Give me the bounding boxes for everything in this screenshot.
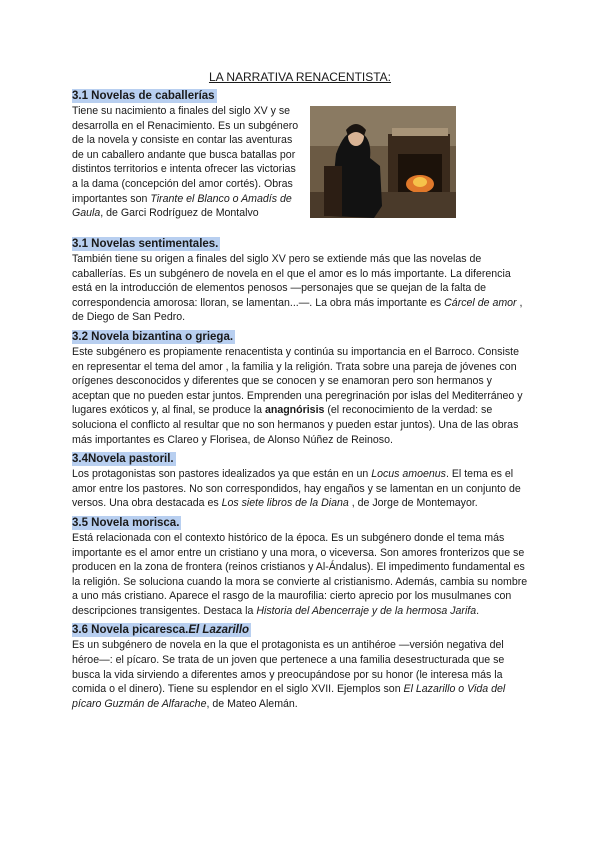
section-body: Este subgénero es propiamente renacentista y continúa su importancia en el Barroco. Consiste en representar el tema del amor , la familia y la religión. Trata sobre una pareja de jóvenes con orígenes desconocidos y diferentes que se conocen y se enamoran pero son hermanos y aceptan que no pueden estar juntos. Emprenden una peregrinación por islas del Mediterráneo y lugares exóticos y, al final, se produce la anagnórisis (el reconocimiento de la verdad: se soluciona el conflicto al resultar que no son hermanos y pueden estar juntos). Una de las obras más importantes es Clareo y Florisea, de Alonso Núñez de Reinoso.: [72, 345, 523, 446]
section-body: Es un subgénero de novela en la que el protagonista es un antihéroe —versión negativa del héroe—: el pícaro. Se trata de un joven que pertenece a una familia desestructurada que se busca la vida sirviendo a diferentes amos y preocupándose por su honor (le interesa más la comida o el dinero). Tiene su esplendor en el siglo XVII. Ejemplos son El Lazarillo o Vida del pícaro Guzmán de Alfarache, de Mateo Alemán.: [72, 639, 506, 710]
section-heading: 3.1 Novelas de caballerías: [72, 90, 215, 102]
section-caballerias: [72, 86, 528, 232]
document-page: [72, 70, 528, 711]
section-body: Está relacionada con el contexto histórico de la época. Es un subgénero donde el tema más importante es el amor entre un cristiano y una mora, o viceversa. Son amores fronterizos que se producen en la zona de frontera (reinos cristianos y Al-Ándalus). El impedimento fundamental es la religión. Se soluciona cuando la mora se convierte al cristianismo. Además, cambia su nombre a uno más cristiano. Aparece el rasgo de la maurofilia: cierto aprecio por los musulmanes con descripciones transigentes. Destaca la Historia del Abencerraje y de la hermosa Jarifa.: [72, 531, 528, 617]
section-heading: 3.2 Novela bizantina o griega.: [72, 330, 234, 343]
section-bizantina: [72, 327, 528, 447]
section-pastoril: [72, 449, 528, 511]
document-title: LA NARRATIVA RENACENTISTA:: [208, 70, 392, 84]
painting-image: [310, 106, 456, 218]
section-picaresca: [72, 620, 528, 711]
section-heading: 3.1 Novelas sentimentales.: [72, 238, 219, 250]
section-heading: 3.6 Novela picaresca.El Lazarillo: [72, 624, 250, 637]
section-body: Tiene su nacimiento a finales del siglo XV y se desarrolla en el Renacimiento. Es un subgénero de la novela y consiste en contar las aventuras de un caballero andante que busca batallas por distintos territorios e intenta ofrecer las victorias a la dama (concepción del amor cortés). Obras importantes son Tirante el Blanco o Amadís de Gaula, de Garci Rodríguez de Montalvo: [72, 105, 299, 220]
section-heading: 3.4Novela pastoril.: [72, 453, 174, 466]
section-body: También tiene su origen a finales del siglo XV pero se extiende más que las novelas de caballerías. Es un subgénero de novela en el que el amor es lo más importante. La diferencia está en la introducción de elementos penosos —personajes que se quejan de la falta de correspondencia amorosa: lloran, se lamentan...—. La obra más importante es Cárcel de amor , de Diego de San Pedro.: [72, 253, 523, 324]
section-morisca: [72, 513, 528, 619]
section-sentimentales: [72, 234, 528, 325]
section-heading: 3.5 Novela morisca.: [72, 516, 180, 529]
section-body: Los protagonistas son pastores idealizados ya que están en un Locus amoenus. El tema es el amor entre los pastores. No son correspondidos, hay engaños y se lamentan en un conjunto de versos. Una obra destacada es Los siete libros de la Diana , de Jorge de Montemayor.: [72, 468, 521, 510]
